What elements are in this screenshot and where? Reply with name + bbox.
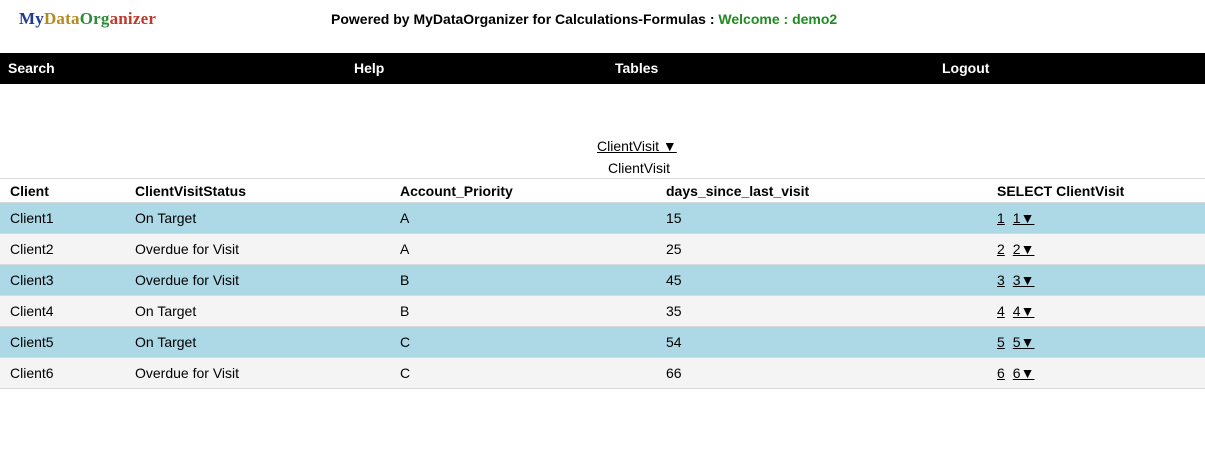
cell-status: On Target <box>135 303 197 319</box>
column-header-client[interactable]: Client <box>10 182 49 199</box>
cell-client: Client1 <box>10 210 54 226</box>
select-record-link[interactable]: 2 <box>997 241 1005 257</box>
cell-client: Client2 <box>10 241 54 257</box>
table-row <box>0 327 1205 358</box>
logo-text-my: My <box>19 9 44 28</box>
cell-priority: A <box>400 241 410 257</box>
select-record-link[interactable]: 5 <box>997 334 1005 350</box>
cell-days: 66 <box>666 365 682 381</box>
cell-select <box>987 358 1205 389</box>
nav-search[interactable]: Search <box>8 60 55 76</box>
column-header-priority[interactable]: Account_Priority <box>400 182 513 199</box>
cell-days: 25 <box>666 241 682 257</box>
table-row <box>0 234 1205 265</box>
table-caption: ClientVisit <box>608 160 670 176</box>
app-logo[interactable] <box>19 9 156 29</box>
cell-status: On Target <box>135 334 197 350</box>
cell-priority: C <box>400 334 411 350</box>
record-menu-dropdown[interactable]: 6▼ <box>1012 365 1035 381</box>
powered-by-banner <box>331 11 837 27</box>
cell-client: Client4 <box>10 303 54 319</box>
logo-text-org: Org <box>79 9 110 28</box>
table-row <box>0 265 1205 296</box>
powered-by-text: Powered by MyDataOrganizer for Calculations-Formulas : <box>331 11 719 27</box>
cell-priority: B <box>400 303 410 319</box>
record-menu-dropdown[interactable]: 3▼ <box>1012 272 1035 288</box>
cell-select <box>987 296 1205 327</box>
select-record-link[interactable]: 3 <box>997 272 1005 288</box>
column-header-days[interactable]: days_since_last_visit <box>666 182 810 199</box>
cell-client: Client5 <box>10 334 54 350</box>
cell-priority: C <box>400 365 411 381</box>
cell-priority: A <box>400 210 410 226</box>
top-header <box>0 0 1205 53</box>
column-header-select[interactable]: SELECT ClientVisit <box>997 182 1125 199</box>
table-row <box>0 296 1205 327</box>
cell-days: 35 <box>666 303 682 319</box>
table-row <box>0 203 1205 234</box>
record-menu-dropdown[interactable]: 4▼ <box>1012 303 1035 319</box>
select-record-link[interactable]: 1 <box>997 210 1005 226</box>
cell-select <box>987 265 1205 296</box>
cell-select <box>987 234 1205 265</box>
cell-client: Client6 <box>10 365 54 381</box>
nav-help[interactable]: Help <box>354 60 385 76</box>
cell-client: Client3 <box>10 272 54 288</box>
cell-status: Overdue for Visit <box>135 241 240 257</box>
cell-days: 15 <box>666 210 682 226</box>
cell-status: On Target <box>135 210 197 226</box>
cell-select <box>987 327 1205 358</box>
cell-days: 45 <box>666 272 682 288</box>
table-header-row <box>0 179 1205 203</box>
column-header-status[interactable]: ClientVisitStatus <box>135 182 246 199</box>
table-row <box>0 358 1205 389</box>
record-menu-dropdown[interactable]: 1▼ <box>1012 210 1035 226</box>
cell-priority: B <box>400 272 410 288</box>
welcome-user-text: Welcome : demo2 <box>718 11 838 27</box>
select-record-link[interactable]: 4 <box>997 303 1005 319</box>
cell-days: 54 <box>666 334 682 350</box>
logo-text-anizer: anizer <box>109 9 157 28</box>
logo-text-data: Data <box>43 9 80 28</box>
record-menu-dropdown[interactable]: 5▼ <box>1012 334 1035 350</box>
nav-logout[interactable]: Logout <box>942 60 990 76</box>
cell-status: Overdue for Visit <box>135 365 240 381</box>
table-select-dropdown[interactable]: ClientVisit ▼ <box>597 138 677 154</box>
data-table <box>0 178 1205 389</box>
cell-select <box>987 203 1205 234</box>
select-record-link[interactable]: 6 <box>997 365 1005 381</box>
record-menu-dropdown[interactable]: 2▼ <box>1012 241 1035 257</box>
cell-status: Overdue for Visit <box>135 272 240 288</box>
nav-tables[interactable]: Tables <box>615 60 659 76</box>
main-nav-bar <box>0 53 1205 84</box>
